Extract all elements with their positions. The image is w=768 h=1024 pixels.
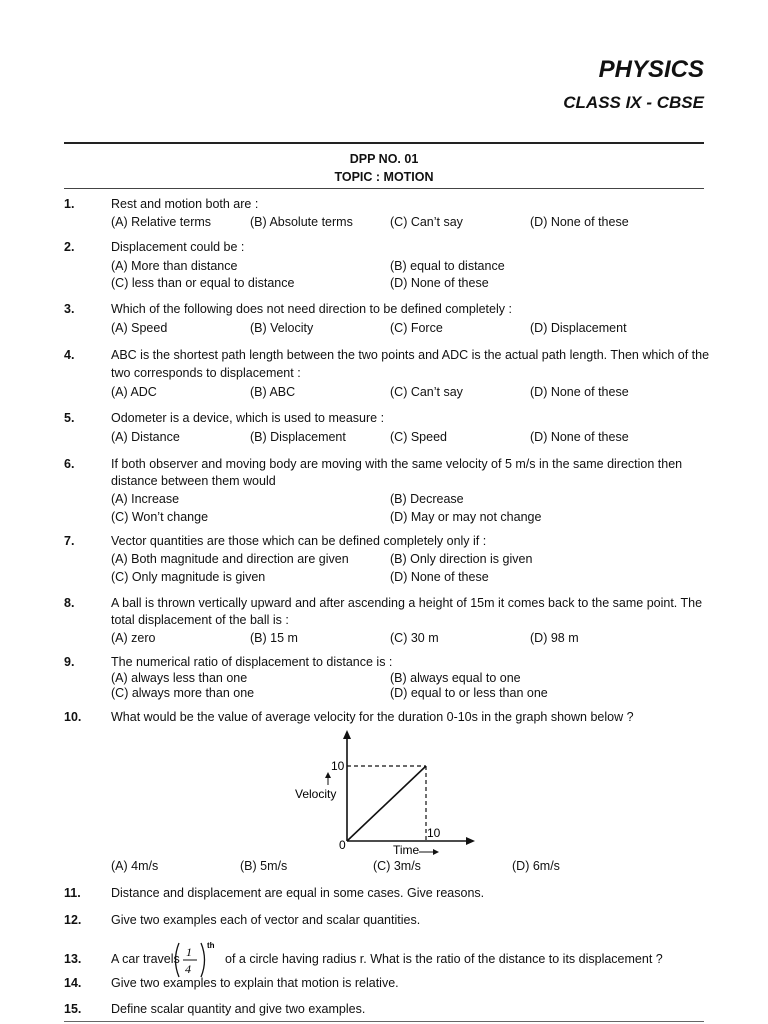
y-tick-label: 10 <box>331 759 345 773</box>
question-text: Vector quantities are those which can be defined completely only if : <box>111 534 487 548</box>
option-a: (A) zero <box>111 631 156 645</box>
option-a: (A) Speed <box>111 321 168 335</box>
question-number: 3. <box>64 302 75 316</box>
question-text: Give two examples each of vector and scalar quantities. <box>111 913 421 927</box>
question-number: 12. <box>64 913 82 927</box>
option-a: (A) ADC <box>111 385 157 399</box>
xlabel-arrowhead <box>433 849 439 855</box>
option-a: (A) always less than one <box>111 671 248 685</box>
option-b: (B) Only direction is given <box>390 552 533 566</box>
option-b: (B) 15 m <box>250 631 298 645</box>
fraction-one-fourth <box>173 940 223 980</box>
option-d: (D) None of these <box>390 570 489 584</box>
question-number: 1. <box>64 197 75 211</box>
question-text-line2: total displacement of the ball is : <box>111 613 289 627</box>
question-number: 6. <box>64 457 75 471</box>
topic-title: TOPIC : MOTION <box>334 170 434 184</box>
option-c: (C) Can’t say <box>390 215 463 229</box>
question-number: 5. <box>64 411 75 425</box>
fraction-superscript: th <box>207 941 215 950</box>
dpp-number: DPP NO. 01 <box>349 152 419 166</box>
option-b: (B) Displacement <box>250 430 346 444</box>
question-text-line2: two corresponds to displacement : <box>111 366 301 380</box>
left-paren <box>176 943 180 977</box>
question-text-part2: of a circle having radius r. What is the ratio of the distance to its displacement ? <box>225 952 663 966</box>
velocity-line <box>347 766 426 841</box>
option-b: (B) Decrease <box>390 492 464 506</box>
question-text: What would be the value of average velocity for the duration 0-10s in the graph shown below ? <box>111 710 634 724</box>
option-d: (D) equal to or less than one <box>390 686 548 700</box>
option-c: (C) less than or equal to distance <box>111 276 295 290</box>
option-b: (B) Absolute terms <box>250 215 353 229</box>
question-text-line1: If both observer and moving body are moving with the same velocity of 5 m/s in the same direction then <box>111 457 683 471</box>
origin-label: 0 <box>339 838 346 852</box>
option-a: (A) Increase <box>111 492 180 506</box>
option-d: (D) May or may not change <box>390 510 542 524</box>
question-number: 14. <box>64 976 82 990</box>
fraction-denominator: 4 <box>185 962 191 976</box>
option-a: (A) More than distance <box>111 259 238 273</box>
option-d: (D) None of these <box>530 215 629 229</box>
option-c: (C) Only magnitude is given <box>111 570 266 584</box>
option-c: (C) 3m/s <box>373 859 421 873</box>
option-b: (B) always equal to one <box>390 671 521 685</box>
question-number: 7. <box>64 534 75 548</box>
y-axis-label: Velocity <box>295 787 337 801</box>
option-c: (C) Can’t say <box>390 385 463 399</box>
option-c: (C) always more than one <box>111 686 255 700</box>
option-a: (A) Distance <box>111 430 180 444</box>
header-rule <box>64 142 704 144</box>
class-title: CLASS IX - CBSE <box>563 93 704 112</box>
subject-title: PHYSICS <box>598 56 704 83</box>
question-number: 9. <box>64 655 75 669</box>
question-number: 8. <box>64 596 75 610</box>
option-c: (C) Force <box>390 321 443 335</box>
question-number: 2. <box>64 240 75 254</box>
x-axis-arrowhead <box>466 837 475 845</box>
option-a: (A) 4m/s <box>111 859 159 873</box>
option-d: (D) None of these <box>530 430 629 444</box>
option-d: (D) 98 m <box>530 631 579 645</box>
option-d: (D) 6m/s <box>512 859 560 873</box>
topic-rule <box>64 188 704 189</box>
option-d: (D) None of these <box>390 276 489 290</box>
option-c: (C) Won’t change <box>111 510 209 524</box>
option-d: (D) None of these <box>530 385 629 399</box>
velocity-time-graph <box>280 725 500 865</box>
option-b: (B) Velocity <box>250 321 314 335</box>
question-number: 11. <box>64 886 81 900</box>
question-text: Which of the following does not need direction to be defined completely : <box>111 302 512 316</box>
option-c: (C) Speed <box>390 430 447 444</box>
question-number: 4. <box>64 348 75 362</box>
question-text-line1: ABC is the shortest path length between the two points and ADC is the actual path length. Then which of the <box>111 348 710 362</box>
question-text-line2: distance between them would <box>111 474 276 488</box>
question-text: Displacement could be : <box>111 240 245 254</box>
right-paren <box>201 943 205 977</box>
option-b: (B) 5m/s <box>240 859 288 873</box>
question-text: Define scalar quantity and give two examples. <box>111 1002 366 1016</box>
question-text: The numerical ratio of displacement to distance is : <box>111 655 393 669</box>
question-number: 10. <box>64 710 82 724</box>
question-number: 15. <box>64 1002 82 1016</box>
option-d: (D) Displacement <box>530 321 627 335</box>
option-c: (C) 30 m <box>390 631 439 645</box>
y-axis-arrowhead <box>343 730 351 739</box>
option-a: (A) Relative terms <box>111 215 212 229</box>
question-text: Odometer is a device, which is used to measure : <box>111 411 385 425</box>
question-text: Give two examples to explain that motion is relative. <box>111 976 399 990</box>
question-text-part1: A car travels <box>111 952 180 966</box>
x-axis-label: Time <box>393 843 420 857</box>
question-text-line1: A ball is thrown vertically upward and after ascending a height of 15m it comes back to the same point. The <box>111 596 703 610</box>
fraction-numerator: 1 <box>186 945 192 959</box>
option-a: (A) Both magnitude and direction are given <box>111 552 349 566</box>
question-number: 13. <box>64 952 82 966</box>
option-b: (B) ABC <box>250 385 296 399</box>
option-b: (B) equal to distance <box>390 259 505 273</box>
footer-rule <box>64 1021 704 1022</box>
question-text: Rest and motion both are : <box>111 197 259 211</box>
x-tick-label: 10 <box>427 826 441 840</box>
question-text: Distance and displacement are equal in some cases. Give reasons. <box>111 886 485 900</box>
